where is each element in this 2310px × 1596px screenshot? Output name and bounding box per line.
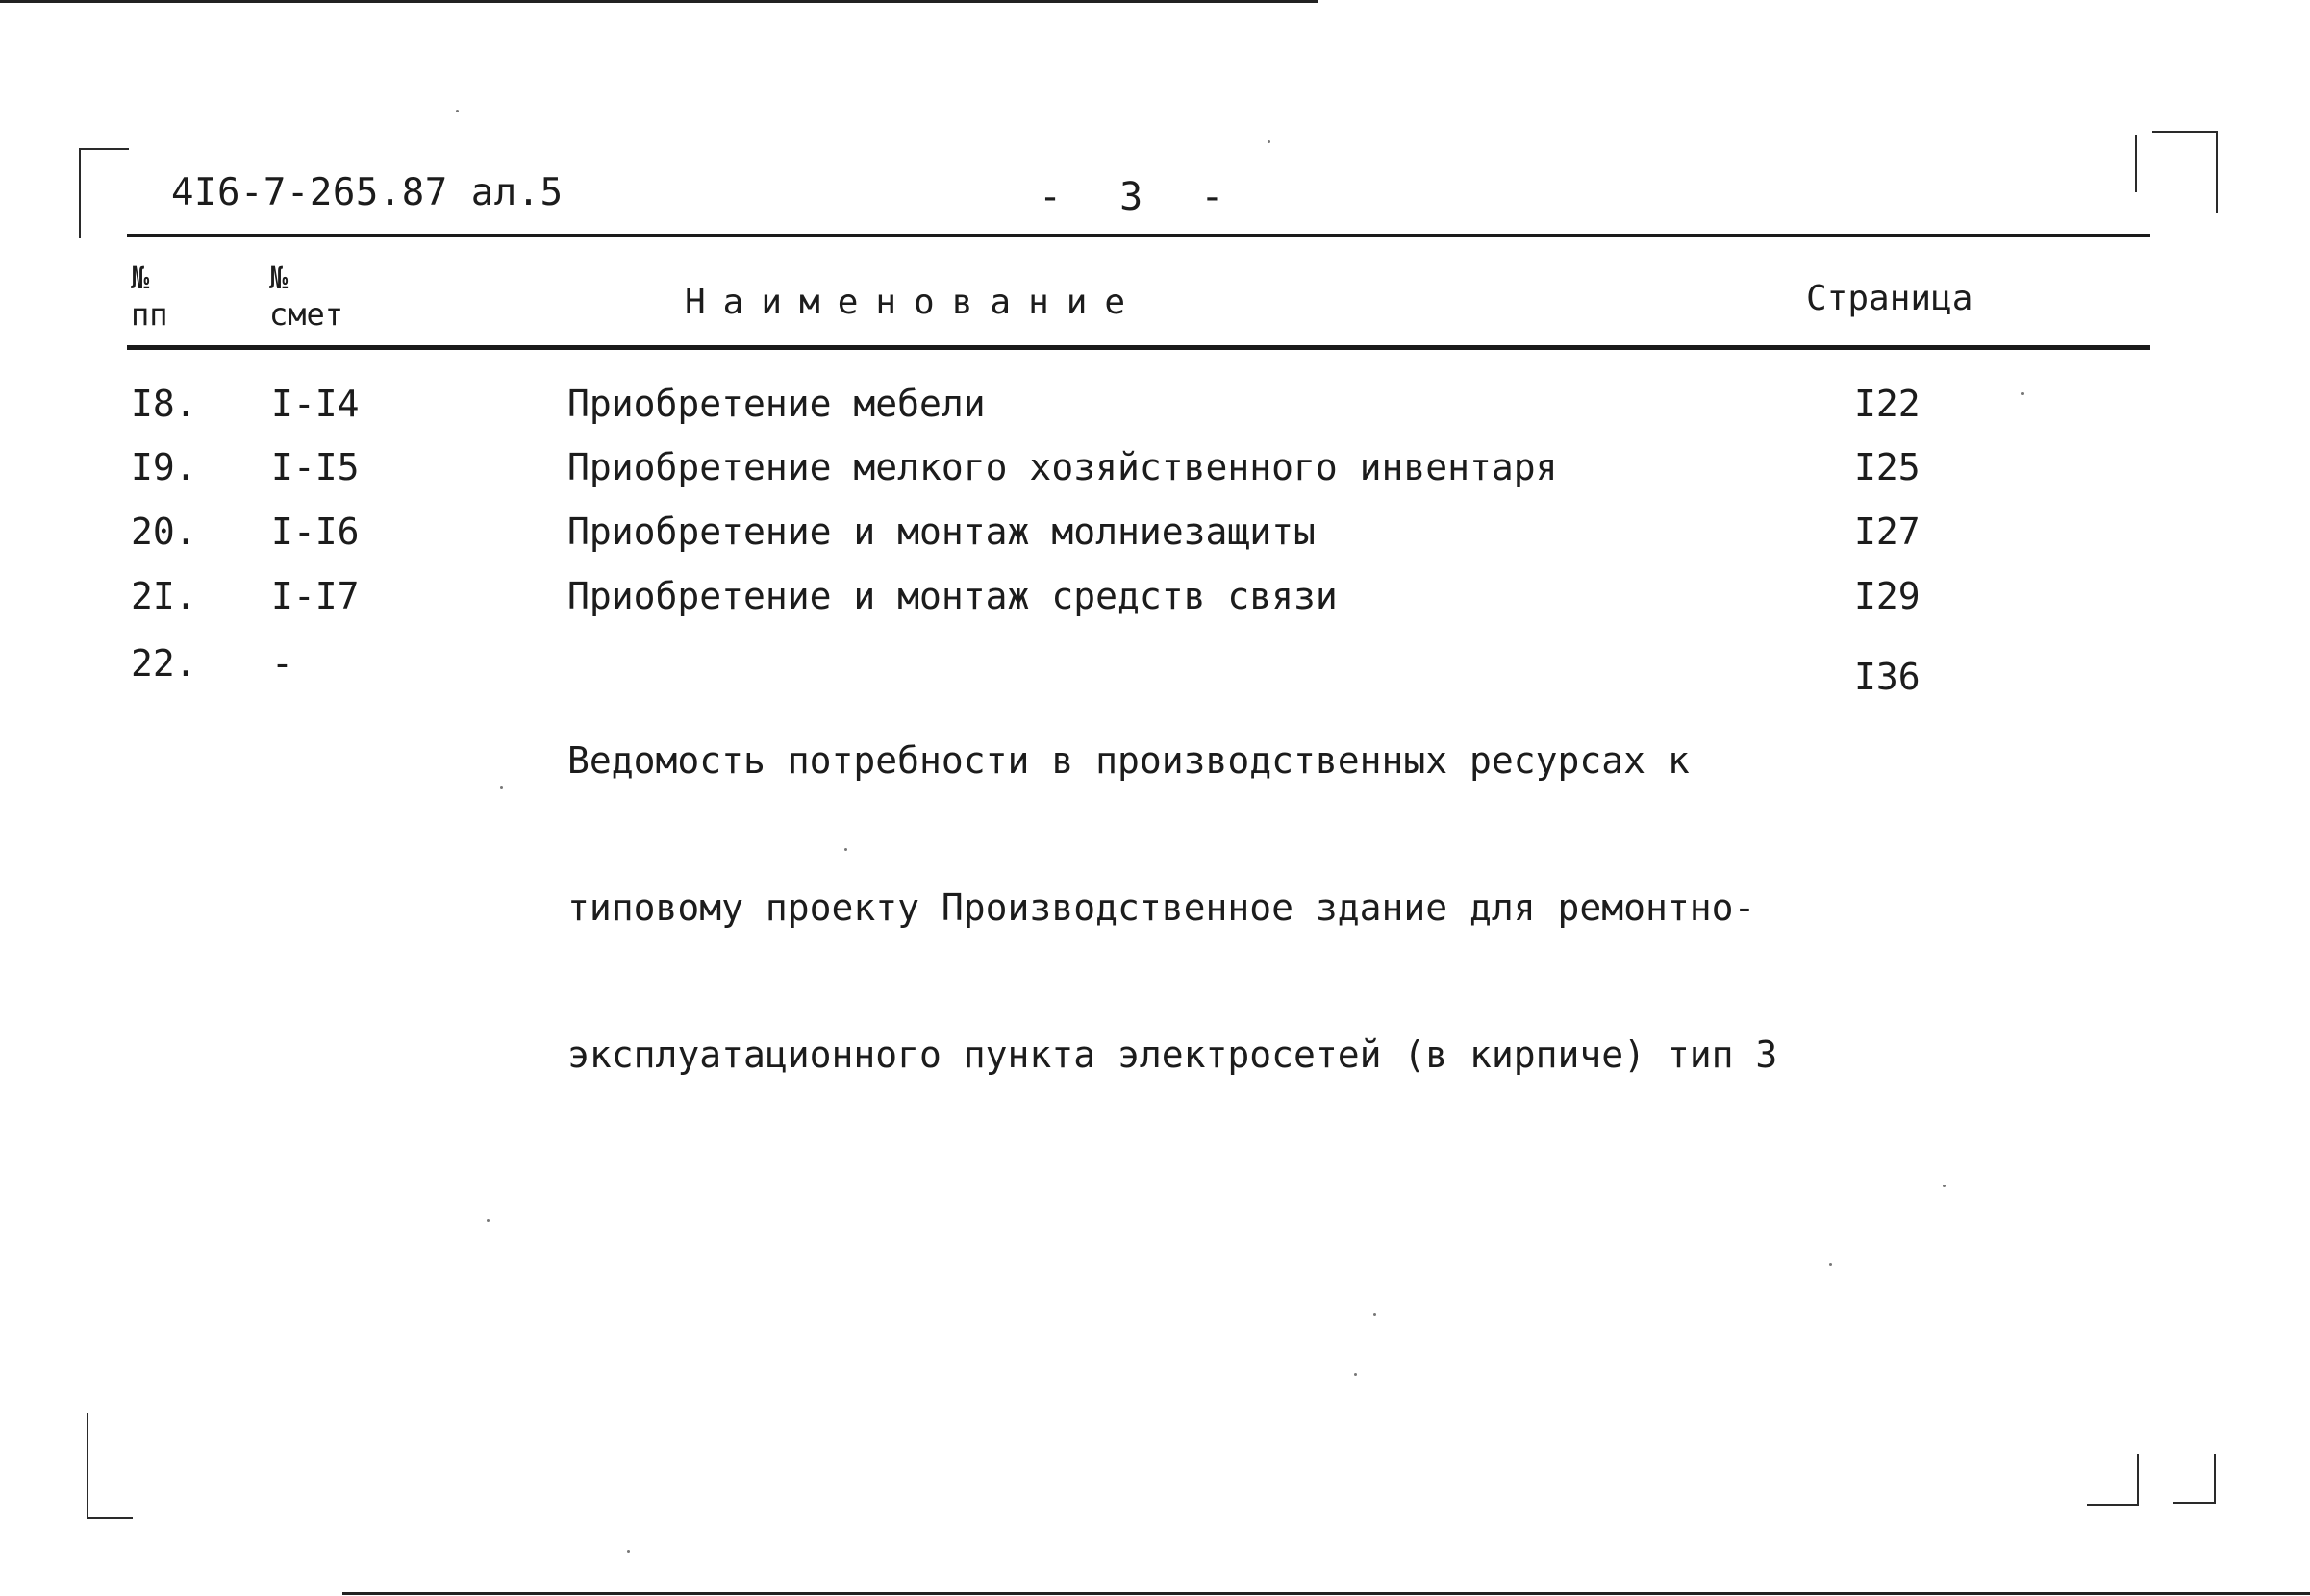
scan-speck bbox=[2021, 392, 2024, 395]
row-page: I22 bbox=[1854, 383, 1921, 425]
row-number: 2I. bbox=[131, 575, 197, 617]
row-name: Приобретение мебели bbox=[567, 383, 986, 425]
row-name-line: типовому проекту Производственное здание для ремонтно- bbox=[567, 886, 1756, 929]
frame-corner-top-right-inner bbox=[2135, 135, 2139, 192]
scan-speck bbox=[1373, 1313, 1376, 1316]
frame-corner-bottom-right-inner bbox=[2087, 1454, 2139, 1506]
scan-top-edge bbox=[0, 0, 1318, 3]
col-header-num-symbol: № bbox=[131, 260, 150, 296]
row-name: Приобретение и монтаж средств связи bbox=[567, 575, 1338, 617]
frame-corner-top-left bbox=[79, 148, 129, 238]
row-estimate: I-I7 bbox=[271, 575, 360, 617]
row-page: I25 bbox=[1854, 446, 1921, 488]
row-number: I9. bbox=[131, 446, 197, 488]
row-estimate: I-I4 bbox=[271, 383, 360, 425]
col-header-estimate-symbol: № bbox=[269, 260, 289, 296]
scan-bottom-edge bbox=[342, 1592, 2310, 1595]
frame-corner-bottom-right bbox=[2173, 1454, 2216, 1504]
row-name bbox=[567, 638, 1777, 1178]
col-header-page: Страница bbox=[1806, 279, 1973, 318]
col-header-estimate-label: смет bbox=[269, 296, 344, 333]
scan-speck bbox=[1829, 1263, 1832, 1266]
row-name-line: Ведомость потребности в производственных ресурсах к bbox=[567, 739, 1690, 782]
col-header-num bbox=[131, 260, 168, 333]
row-number: 20. bbox=[131, 511, 197, 553]
scan-speck bbox=[1943, 1185, 1946, 1187]
scan-speck bbox=[844, 848, 847, 851]
row-name-line: эксплуатационного пункта электросетей (в кирпиче) тип 3 bbox=[567, 1034, 1778, 1076]
col-header-name: Наименование bbox=[685, 283, 1143, 322]
col-header-num-label: пп bbox=[131, 296, 168, 333]
row-estimate: - bbox=[271, 642, 293, 685]
scan-speck bbox=[487, 1219, 490, 1222]
col-header-estimate bbox=[269, 260, 343, 333]
document-code: 4I6-7-265.87 ал.5 bbox=[171, 171, 564, 214]
frame-corner-top-right bbox=[2152, 131, 2218, 213]
scan-speck bbox=[1354, 1373, 1357, 1376]
scan-speck bbox=[1268, 140, 1270, 143]
frame-corner-bottom-left bbox=[87, 1413, 133, 1519]
row-page: I29 bbox=[1854, 575, 1921, 617]
scan-speck bbox=[500, 786, 503, 789]
header-top-rule bbox=[127, 234, 2150, 237]
row-page: I27 bbox=[1854, 511, 1921, 553]
row-page: I36 bbox=[1854, 656, 1921, 698]
row-name: Приобретение и монтаж молниезащиты bbox=[567, 511, 1316, 553]
scan-speck bbox=[627, 1550, 630, 1553]
scan-speck bbox=[456, 110, 459, 112]
row-estimate: I-I6 bbox=[271, 511, 360, 553]
row-name: Приобретение мелкого хозяйственного инвентаря bbox=[567, 446, 1558, 488]
page-number: - 3 - bbox=[1039, 175, 1242, 219]
row-number: 22. bbox=[131, 642, 197, 685]
header-bottom-rule bbox=[127, 345, 2150, 350]
row-estimate: I-I5 bbox=[271, 446, 360, 488]
row-number: I8. bbox=[131, 383, 197, 425]
